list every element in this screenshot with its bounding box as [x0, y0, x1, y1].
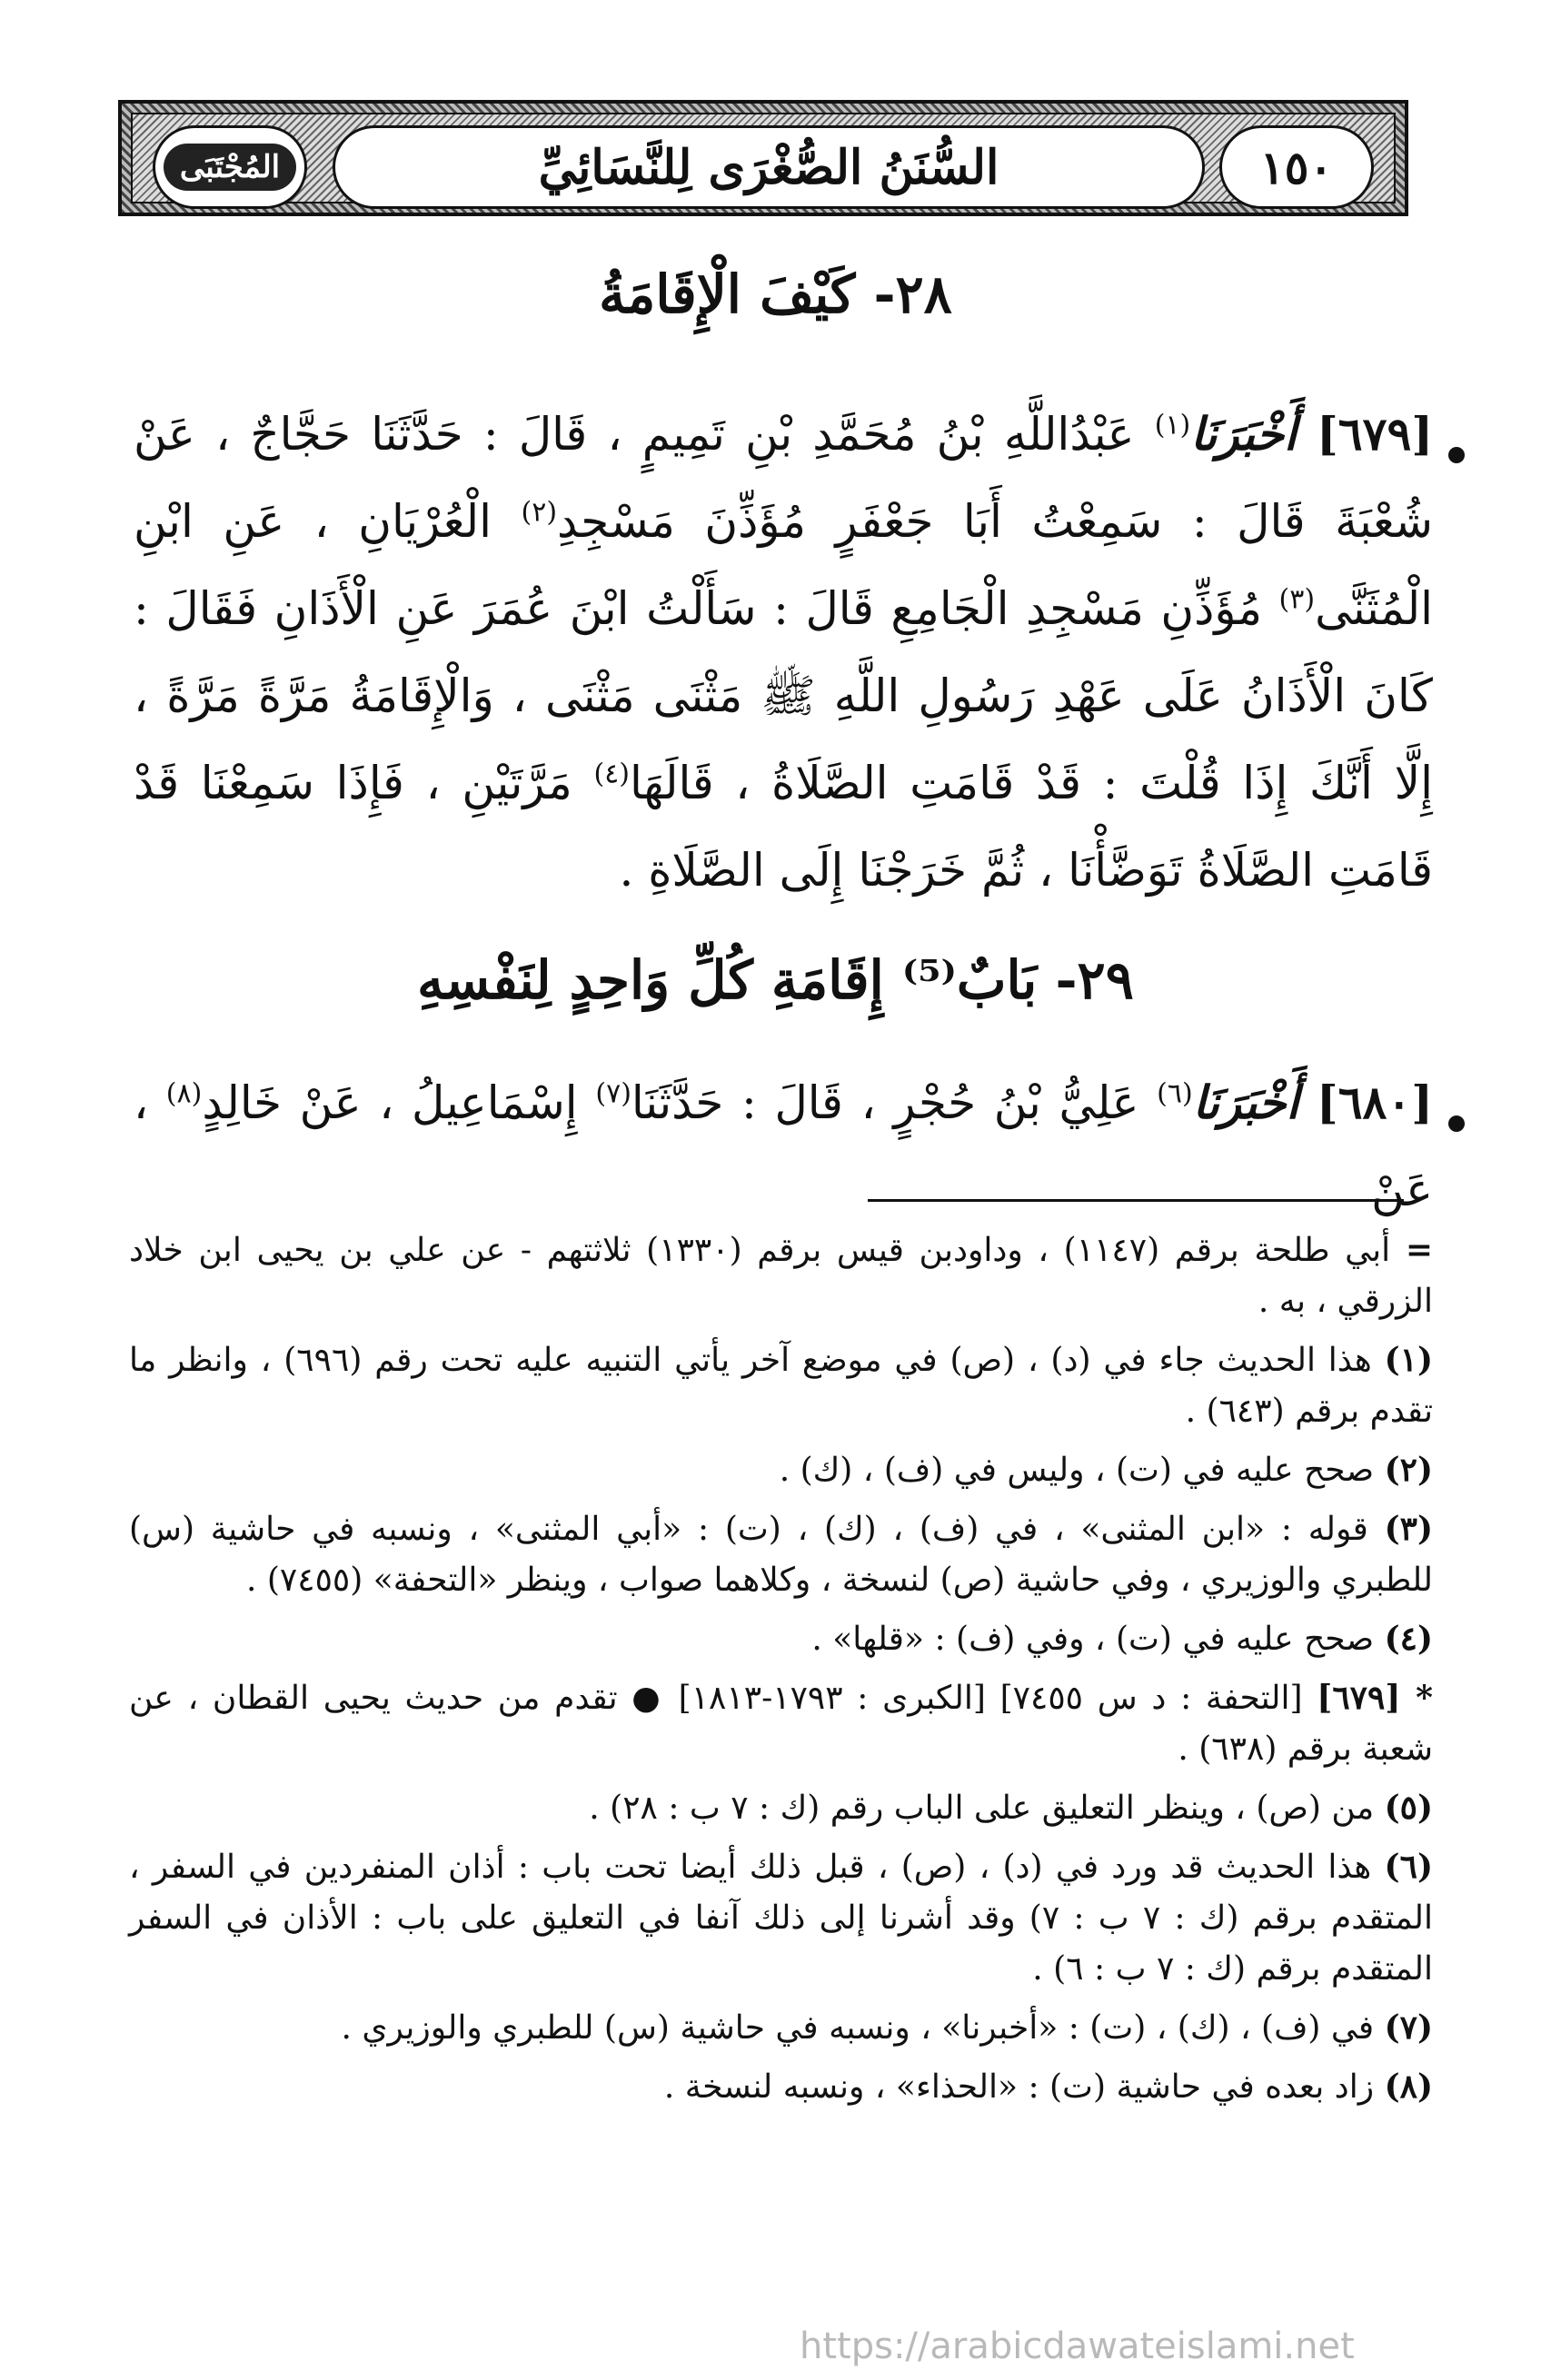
- footnote-ref: (١): [1154, 409, 1191, 441]
- footnote: [129, 1613, 1433, 1665]
- footnote: [129, 1334, 1433, 1437]
- footnote-text: صحح عليه في (ت) ، وليس في (ف) ، (ك) .: [779, 1452, 1375, 1489]
- footnote-divider: [868, 1199, 1404, 1202]
- title-cartouche: [333, 125, 1205, 209]
- watermark: https://arabicdawateislami.net: [800, 2325, 1355, 2367]
- footnote-text: في (ف) ، (ك) ، (ت) : «أخبرنا» ، ونسبه في حاشية (س) للطبري والوزيري .: [341, 2009, 1375, 2047]
- footnote: [129, 1225, 1433, 1327]
- book-logo: المُجْتَبَى: [164, 144, 296, 191]
- hadith-text: الْعُرْيَانِ ، عَنِ ابْنِ الْمُثَنَّى: [134, 495, 1433, 635]
- book-title: السُّنَنُ الصُّغْرَى لِلنَّسَائِيِّ: [538, 139, 999, 195]
- footnote: [129, 2061, 1433, 2113]
- hadith-679: [134, 391, 1433, 914]
- footnote: [129, 1782, 1433, 1834]
- logo-cartouche: [153, 125, 307, 209]
- footnote-mark: (٥): [1384, 1789, 1433, 1827]
- footnote-mark: (١): [1384, 1341, 1433, 1379]
- hadith-number: [٦٨٠]: [1317, 1076, 1433, 1129]
- footnote-ref: (٤): [593, 758, 630, 790]
- page-header: [118, 100, 1408, 216]
- hadith-text: عَبْدُاللَّهِ بْنُ مُحَمَّدِ بْنِ تَمِيمٍ ، قَالَ : حَدَّثَنَا حَجَّاجٌ ، عَنْ شُعْبَةَ قَالَ : سَمِعْتُ أَبَا جَعْفَرٍ مُؤَذِّنَ مَسْجِدِ: [134, 408, 1433, 548]
- hadith-text: مَرَّتَيْنِ ، فَإِذَا سَمِعْنَا قَدْ قَامَتِ الصَّلَاةُ تَوَضَّأْنَا ، ثُمَّ خَرَجْنَا إِلَى الصَّلَاةِ .: [134, 757, 1433, 897]
- footnote-text: أبي طلحة برقم (١١٤٧) ، وداودبن قيس برقم (١٣٣٠) ثلاثتهم - عن علي بن يحيى ابن خلاد الزرقي ، به .: [129, 1232, 1433, 1320]
- footnote-mark: (٢): [1384, 1451, 1433, 1489]
- footnote: [129, 2002, 1433, 2054]
- hadith-680: [134, 1059, 1433, 1234]
- footnote-ref: (٦): [1157, 1077, 1193, 1110]
- chapter-heading-29: ٢٩- بَابٌ⁽⁵⁾ إِقَامَةِ كُلِّ وَاحِدٍ لِنَفْسِهِ: [417, 949, 1134, 1011]
- bullet-icon: [1448, 447, 1465, 463]
- footnote-text: هذا الحديث قد ورد في (د) ، (ص) ، قبل ذلك أيضا تحت باب : أذان المنفردين في السفر ، المتقدم برقم (ك : ٧ ب : ٧) وقد أشرنا إلى ذلك آنفا في التعليق على باب : الأذان في السفر المتقدم برقم (ك : ٧ ب : ٦) .: [129, 1849, 1433, 1988]
- footnotes: [129, 1225, 1433, 2120]
- footnote-mark: (٤): [1384, 1620, 1433, 1658]
- hadith-intro: أَخْبَرَنَا: [1192, 1076, 1299, 1129]
- chapter-heading-28: ٢٨- كَيْفَ الْإِقَامَةُ: [599, 263, 952, 325]
- footnote-ref: (٧): [595, 1077, 631, 1110]
- footnote: [129, 1672, 1433, 1775]
- footnote-ref: (٨): [165, 1077, 203, 1110]
- footnote-text: من (ص) ، وينظر التعليق على الباب رقم (ك : ٧ ب : ٢٨) .: [589, 1790, 1375, 1827]
- hadith-number: [٦٧٩]: [1317, 407, 1433, 461]
- footnote-mark: * [٦٧٩]: [1317, 1679, 1433, 1717]
- footnote: [129, 1503, 1433, 1606]
- page-number-cartouche: [1219, 125, 1374, 209]
- footnote-mark: (٣): [1384, 1510, 1433, 1548]
- footnote: [129, 1444, 1433, 1496]
- hadith-text: عَلِيُّ بْنُ حُجْرٍ ، قَالَ : حَدَّثَنَا: [631, 1076, 1139, 1129]
- hadith-text: إِسْمَاعِيلُ ، عَنْ خَالِدٍ: [202, 1076, 578, 1129]
- footnote-mark: (٨): [1384, 2068, 1433, 2106]
- footnote-text: قوله : «ابن المثنى» ، في (ف) ، (ك) ، (ت) : «أبي المثنى» ، ونسبه في حاشية (س) للطبري والوزيري ، وفي حاشية (ص) لنسخة ، وكلاهما صواب ، وينظر «التحفة» (٧٤٥٥) .: [129, 1511, 1433, 1599]
- bullet-icon: [1448, 1116, 1465, 1132]
- footnote-ref: (٢): [521, 496, 558, 529]
- footnote-text: صحح عليه في (ت) ، وفي (ف) : «قلها» .: [811, 1621, 1375, 1658]
- page-number: ١٥٠: [1259, 140, 1334, 194]
- footnote-ref: (٣): [1278, 583, 1316, 616]
- footnote-text: زاد بعده في حاشية (ت) : «الحذاء» ، ونسبه لنسخة .: [663, 2068, 1375, 2106]
- hadith-text: ، عَنْ: [134, 1076, 1433, 1216]
- footnote-text: هذا الحديث جاء في (د) ، (ص) في موضع آخر يأتي التنبيه عليه تحت رقم (٦٩٦) ، وانظر ما تقدم برقم (٦٤٣) .: [129, 1342, 1433, 1430]
- footnote: [129, 1841, 1433, 1995]
- footnote-text: [التحفة : د س ٧٤٥٥] [الكبرى : ١٧٩٣-١٨١٣] ● تقدم من حديث يحيى القطان ، عن شعبة برقم (٦٣٨) .: [129, 1680, 1433, 1768]
- footnote-mark: (٦): [1384, 1848, 1433, 1886]
- hadith-intro: أَخْبَرَنَا: [1190, 407, 1297, 461]
- hadith-text: مُؤَذِّنِ مَسْجِدِ الْجَامِعِ قَالَ : سَأَلْتُ ابْنَ عُمَرَ عَنِ الْأَذَانِ فَقَالَ : كَانَ الْأَذَانُ عَلَى عَهْدِ رَسُولِ اللَّهِ ﷺ مَثْنَى مَثْنَى ، وَالْإِقَامَةُ مَرَّةً مَرَّةً ، إِلَّا أَنَّكَ إِذَا قُلْتَ : قَدْ قَامَتِ الصَّلَاةُ ، قَالَهَا: [134, 582, 1433, 809]
- footnote-mark: (٧): [1384, 2008, 1433, 2047]
- footnote-mark: =: [1405, 1231, 1433, 1269]
- header-ornament: [131, 113, 1396, 203]
